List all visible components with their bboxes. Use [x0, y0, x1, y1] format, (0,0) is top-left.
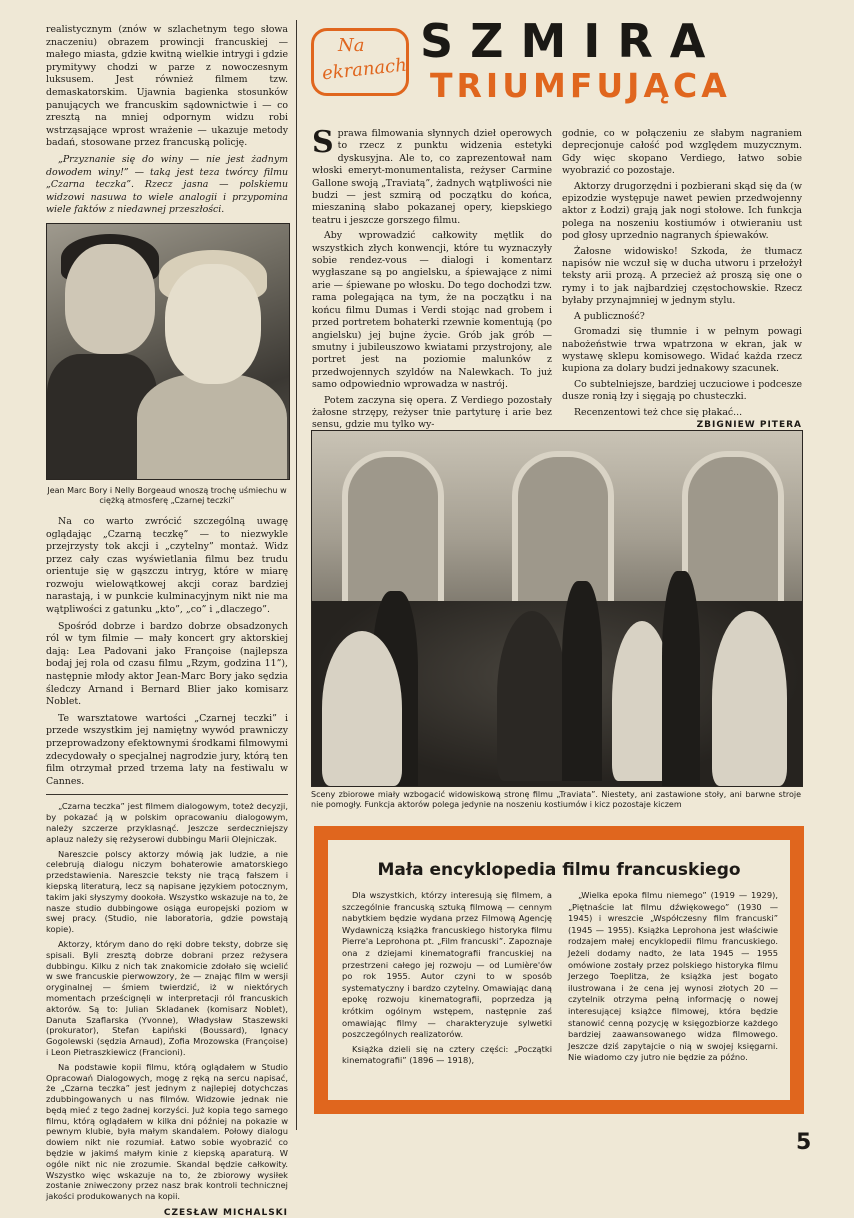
- article-subtitle: TRIUMFUJĄCA: [430, 66, 731, 105]
- paragraph: Książka dzieli się na cztery części: „Początki kinematografii” (1896 — 1918),: [342, 1043, 552, 1066]
- intro-paragraph: realistycznym (znów w szlachetnym tego słowa znaczeniu) obrazem prowincji francuskiej — małego miasta, gdzie kwitną wielkie intrygi i gdzie prymitywy chodzi w parze z nowoczesnym luksusem. Jest również filmem tzw. demaskatorskim. Ujawnia bagienka stosunków panujących we francuskim sądownictwie i — co zresztą na mniej odpornym widzu robi wstrząsające wprost wrażenie — ukazuje metody badań, stosowane przez francuską policję.: [46, 24, 288, 149]
- article-title: SZMIRA: [420, 14, 723, 68]
- column-divider: [296, 20, 297, 1130]
- paragraph: Aktorzy drugorzędni i pozbierani skąd się da (w epizodzie występuje nawet pewien przedwojenny aktor z Łodzi) grają jak nogi stołowe. Ich funkcja polega na noszeniu kostiumów i otwieraniu ust pod głosy uprzednio nagranych śpiewaków.: [562, 180, 802, 242]
- film-still-photo: [46, 223, 290, 480]
- paragraph: „Czarna teczka” jest filmem dialogowym, toteż decyzji, by pokazać ją w polskim opracowaniu dialogowym, należy szczerze przyklasnąć. Jeszcze serdeczniejszy aplauz należy się reżyserowi dubbingu Marii Olejniczak.: [46, 801, 288, 844]
- quote-paragraph: „Przyznanie się do winy — nie jest żadnym dowodem winy!” — taką jest teza twórcy filmu „Czarna teczka”. Rzecz jasna — polskiemu widzowi nasuwa to wiele analogii i przypomina wiele faktów z niedawnej przeszłości.: [46, 153, 288, 216]
- encyclopedia-title: Mała encyklopedia filmu francuskiego: [377, 860, 741, 880]
- encyclopedia-column-1: [342, 890, 552, 1070]
- paragraph: Na podstawie kopii filmu, którą oglądałem w Studio Opracowań Dialogowych, mogę z ręką na sercu napisać, że „Czarna teczka” jest jednym z najlepiej dotychczas zdubbingowanych u nas filmów. Widzowie jednak nie będą mieć z tego żadnej korzyści. Już kopia tego samego filmu, którą oglądałem w kilka dni później na pokazie w pewnym klubie, była małym skandalem. Połowy dialogu dowiem nikt nie rozumiał. Łatwo sobie wyobrazić co będzie w jakimś małym kinie z kiepską aparaturą. W ogóle nikt nic nie zrozumie. Skandal będzie całkowity. Wszystko więc wskazuje na to, że zbiorowy wysiłek zostanie zniweczony przez nasz brak kontroli technicznej jakości produkowanych na kopii.: [46, 1061, 288, 1202]
- encyclopedia-box: [314, 826, 804, 1114]
- photo-caption: Jean Marc Bory i Nelly Borgeaud wnoszą trochę uśmiechu w ciężką atmosferę „Czarnej teczki”: [47, 485, 287, 505]
- page-number: 5: [796, 1130, 812, 1155]
- paragraph: Gromadzi się tłumnie i w pełnym powagi nabożeństwie trwa wpatrzona w ekran, jak w wystawę sklepu komisowego. Widać każda rzecz kupiona za dolary budzi jednakowy szacunek.: [562, 326, 802, 375]
- paragraph: „Wielka epoka filmu niemego” (1919 — 1929), „Piętnaście lat filmu dźwiękowego” (1930 — 1945) i wreszcie „Współczesny film francuski” (1945 — 1955). Książka Leprohona jest właściwie rodzajem małej encyklopedii filmu francuskiego. Jeżeli dodamy nadto, że lata 1945 — 1955 omówione zostały przez polskiego historyka filmu Jerzego Toeplitza, że książka jest bogato ilustrowana i że cena jej wynosi złotych 20 — czytelnik otrzyma pełną informację o nowej interesującej książce filmowej, która będzie stanowić cenną pozycję w księgozbiorze każdego bardziej zaawansowanego widza filmowego. Jeszcze dziś zapytajcie o nią w swojej księgarni. Nie wiadomo czy jutro nie będzie za późno.: [568, 890, 778, 1063]
- badge-line-2: ekranach: [321, 54, 408, 85]
- paragraph: Żałosne widowisko! Szkoda, że tłumacz napisów nie wczuł się w ducha utworu i przełożył teksty arii prozą. A przecież aż proszą się one o rymy i to jak najbardziej częstochowskie. Rzecz byłaby przynajmniej w jednym stylu.: [562, 245, 802, 307]
- article-column-2: [562, 128, 802, 431]
- divider: [46, 794, 288, 795]
- paragraph: Recenzentowi też chce się płakać...: [574, 406, 743, 418]
- left-column-body: [46, 24, 288, 217]
- paragraph: Aby wprowadzić całkowity mętlik do wszystkich złych konwencji, które tu wyznaczyły sobie rendez-vous — dialogi i komentarz wygłaszane są po angielsku, a śpiewające z nimi arie — śpiewane po włosku. Do tego dochodzi tzw. rama polegająca na tym, że na początku i na końcu filmu Dumas i Verdi stojąc nad grobem i przed portretem bohaterki rzewnie komentują (po angielsku) jej bujne życie. Grób jak grób — smutny i jubileuszowo kwiatami przystrojony, ale portret jest na poziomie malunków z przedwojennych szyldów na Nalewkach. To już samo odpowiednio wprowadza w nastrój.: [312, 230, 552, 391]
- paragraph: Dla wszystkich, którzy interesują się filmem, a szczególnie francuską sztuką filmową — cennym nabytkiem będzie wydana przez Filmową Agencję Wydawniczą książka francuskiego historyka filmu Pierre'a Leprohona pt. „Film francuski”. Zapoznaje ona z dziejami kinematografii francuskiej na przestrzeni całego jej rozwoju — od Lumière'ów po rok 1955. Autor czyni to w sposób systematyczny i bardzo czytelny. Omawiając daną epokę rozwoju kinematografii, poprzedza ją krótkim ogólnym wstępem, następnie zaś omawiając filmy — charakteryzuje sylwetki poszczególnych realizatorów.: [342, 890, 552, 1040]
- paragraph: Co subtelniejsze, bardziej uczuciowe i podcesze dusze ronią łzy i sięgają po chusteczki.: [562, 378, 802, 403]
- section-badge: [311, 28, 409, 96]
- paragraph: Potem zaczyna się opera. Z Verdiego pozostały żałosne strzępy, reżyser tnie partyturę i arie bez sensu, gdzie mu tylko wy-: [312, 394, 552, 431]
- paragraph: Te warsztatowe wartości „Czarnej teczki” i przede wszystkim jej namiętny wywód prawniczy przeprowadzony efektownymi środkami filmowymi zdecydowały o specjalnej nagrodzie jury, którą ten film otrzymał przed trzema laty na festiwalu w Cannes.: [46, 712, 288, 787]
- article-column-1: [312, 125, 552, 435]
- badge-line-1: Na: [338, 35, 365, 56]
- paragraph: Spośród dobrze i bardzo dobrze obsadzonych ról w tym filmie — mały koncert gry aktorskiej dają: Lea Padovani jako Françoise (najlepsza bodaj jej rola od czasu filmu „Rzym, godzina 11”), następnie młody aktor Jean-Marc Bory jako sędzia śledczy Arnand i Bernard Blier jako komisarz Noblet.: [46, 620, 288, 708]
- dubbing-commentary: [46, 801, 288, 1202]
- left-column: [46, 24, 288, 1218]
- paragraph: godnie, co w połączeniu ze słabym nagraniem deprecjonuje całość pod względem muzycznym. Gdy więc skopano Verdiego, łatwo sobie wyobrazić co pozostaje.: [562, 128, 802, 177]
- ballroom-photo-caption: Sceny zbiorowe miały wzbogacić widowiskową stronę filmu „Traviata”. Niestety, ani zastawione stoły, ani barwne stroje nie pomogły. Funkcja aktorów polega jedynie na noszeniu kostiumów i kicz pozostaje kiczem: [311, 790, 801, 809]
- author-signature: CZESŁAW MICHALSKI: [163, 1208, 288, 1218]
- review-body: [46, 516, 288, 788]
- ballroom-scene-photo: [311, 430, 803, 787]
- paragraph: A publiczność?: [574, 310, 645, 322]
- paragraph: Na co warto zwrócić szczególną uwagę oglądając „Czarną teczkę” — to niezwykle przejrzysty tok akcji i „czytelny” montaż. Widz przez cały czas wyświetlania filmu bez trudu orientuje się w gąszczu intryg, które w miarę rozwoju wielowątkowej akcji coraz bardziej narastają, i w punkcie kulminacyjnym nikt nie ma wątpliwości z gatunku „kto”, „co” i „dlaczego”.: [46, 515, 288, 616]
- paragraph: Nareszcie polscy aktorzy mówią jak ludzie, a nie celebrują dialogu niczym bohaterowie amatorskiego przedstawienia. Nareszcie teksty nie trącą fałszem i kiepską literaturą, lecz są napisane językiem potocznym, takim jaki słyszymy dookoła. Wszystko wskazuje na to, że nasze studio dubbingowe osiąga europejski poziom w swej pracy. (Studio, nie laboratoria, gdzie powstają kopie).: [46, 848, 288, 935]
- paragraph: Sprawa filmowania słynnych dzieł operowych to rzecz z punktu widzenia estetyki dyskusyjna. Ale to, co zaprezentował nam włoski emeryt-monumentalista, reżyser Carmine Gallone swoją „Traviatą”, żadnych wątpliwości nie budzi — jest szmirą od początku do końca, mieszaniną słabo pokazanej opery, kiepskiego teatru i jeszcze gorszego filmu.: [312, 125, 552, 226]
- encyclopedia-column-2: [568, 890, 778, 1067]
- paragraph: Aktorzy, którym dano do ręki dobre teksty, dobrze się spisali. Byli zresztą dobrze dobrani przez reżysera dubbingu. Kilku z nich tak znakomicie zdołało się wcielić w swe francuskie pierwowzory, że — znając film w wersji oryginalnej — śmiem twierdzić, iż w niektórych momentach prześcignęli w interpretacji ról francuskich aktorów. Są to: Julian Skladanek (komisarz Noblet), Danuta Szaflarska (Yvonne), Władysław Staszewski (prokurator), Stefan Łapiński (Boussard), Ignacy Gogolewski (sędzia Arnaud), Zofia Mrozowska (Françoise) i Leon Pietraszkiewicz (Francioni).: [46, 938, 288, 1057]
- drop-cap: S: [312, 125, 334, 160]
- author-signature: ZBIGNIEW PITERA: [696, 419, 802, 430]
